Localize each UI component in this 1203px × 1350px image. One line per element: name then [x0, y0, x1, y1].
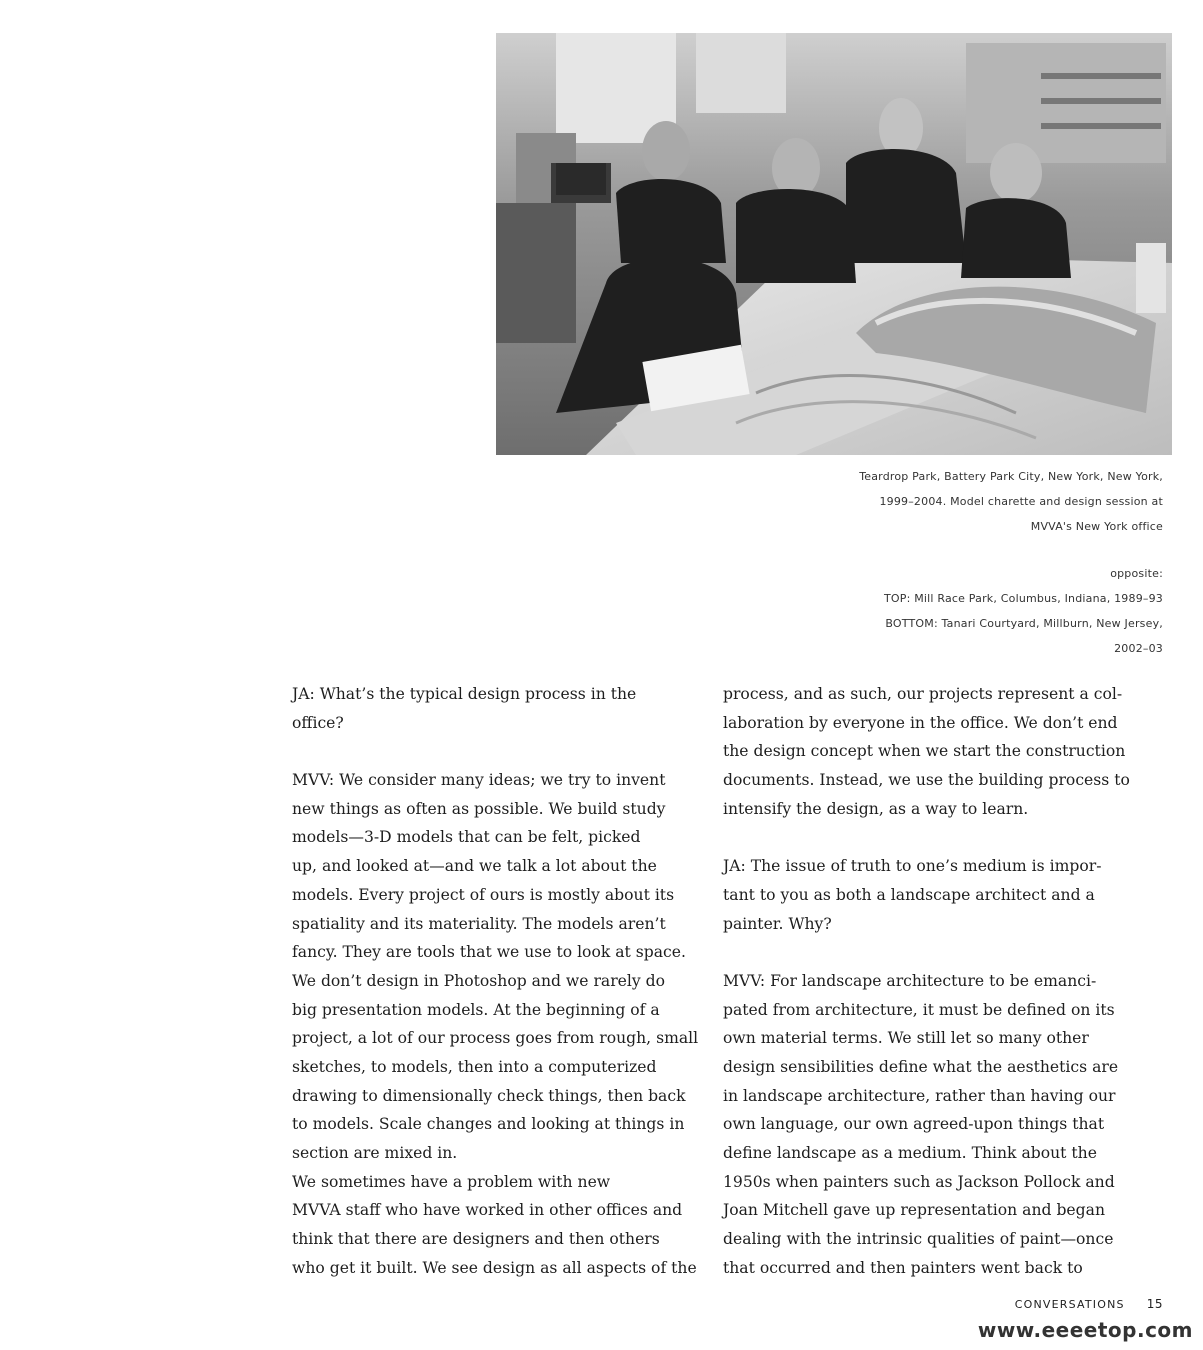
caption-line: MVVA's New York office	[1030, 520, 1163, 533]
text-line: spatiality and its materiality. The models aren’t	[292, 914, 666, 933]
text-line: section are mixed in.	[292, 1144, 458, 1162]
caption-line: 1999–2004. Model charette and design session at	[879, 495, 1163, 508]
text-line: who get it built. We see design as all aspects of the	[292, 1258, 697, 1277]
text-line: MVVA staff who have worked in other offices and	[292, 1201, 683, 1220]
text-line: tant to you as both a landscape architect and a	[723, 885, 1095, 904]
opposite-caption	[803, 561, 1163, 661]
text-line: pated from architecture, it must be defined on its	[723, 1000, 1115, 1019]
text-line: big presentation models. At the beginning of a	[292, 1000, 660, 1019]
page-number: 15	[1146, 1297, 1163, 1311]
left-text-column	[292, 680, 699, 1282]
text-line: design sensibilities define what the aesthetics are	[723, 1057, 1119, 1076]
caption-line: BOTTOM: Tanari Courtyard, Millburn, New Jersey,	[885, 617, 1163, 630]
photo-illustration	[496, 33, 1172, 455]
text-line: models—3-D models that can be felt, picked	[292, 828, 641, 847]
text-line: that occurred and then painters went back to	[723, 1258, 1083, 1277]
text-line: drawing to dimensionally check things, then back	[292, 1086, 686, 1105]
text-line: Joan Mitchell gave up representation and began	[723, 1201, 1105, 1220]
text-line: MVV: For landscape architecture to be emanci-	[723, 971, 1097, 990]
caption-line: Teardrop Park, Battery Park City, New York, New York,	[859, 470, 1163, 483]
paragraph-gap	[292, 737, 692, 766]
text-line: fancy. They are tools that we use to look at space.	[292, 943, 686, 962]
office-photo	[496, 33, 1172, 455]
text-line: intensify the design, as a way to learn.	[723, 799, 1029, 818]
text-line: laboration by everyone in the office. We don’t end	[723, 713, 1118, 732]
text-line: up, and looked at—and we talk a lot about the	[292, 857, 657, 876]
text-line: office?	[292, 713, 344, 732]
text-line: painter. Why?	[723, 914, 832, 933]
text-line: the design concept when we start the construction	[723, 742, 1126, 761]
text-line: new things as often as possible. We build study	[292, 799, 666, 818]
text-line: documents. Instead, we use the building process to	[723, 771, 1130, 790]
caption-line: 2002–03	[1114, 642, 1163, 655]
text-line: own material terms. We still let so many other	[723, 1029, 1089, 1048]
text-line: We sometimes have a problem with new	[292, 1172, 611, 1191]
watermark: www.eeeetop.com	[977, 1318, 1193, 1342]
text-line: in landscape architecture, rather than having our	[723, 1086, 1116, 1105]
page-footer	[1015, 1297, 1163, 1311]
paragraph-gap	[723, 938, 1123, 967]
text-line: We don’t design in Photoshop and we rarely do	[292, 971, 666, 990]
text-line: project, a lot of our process goes from rough, small	[292, 1029, 699, 1048]
text-line: dealing with the intrinsic qualities of paint—once	[723, 1230, 1114, 1249]
text-line: own language, our own agreed-upon things that	[723, 1115, 1105, 1134]
text-line: sketches, to models, then into a computerized	[292, 1057, 657, 1076]
text-line: process, and as such, our projects represent a col-	[723, 685, 1123, 703]
text-line: models. Every project of ours is mostly about its	[292, 885, 675, 904]
caption-line: TOP: Mill Race Park, Columbus, Indiana, 1989–93	[883, 592, 1163, 605]
text-line: define landscape as a medium. Think about the	[723, 1144, 1097, 1162]
text-line: think that there are designers and then others	[292, 1230, 660, 1249]
photo-caption	[803, 464, 1163, 539]
text-line: MVV: We consider many ideas; we try to invent	[292, 771, 666, 790]
section-title: CONVERSATIONS	[1014, 1298, 1125, 1311]
text-line: JA: What’s the typical design process in the	[292, 685, 637, 703]
text-line: JA: The issue of truth to one’s medium is impor-	[723, 857, 1102, 876]
caption-line: opposite:	[1110, 567, 1163, 580]
paragraph-gap	[723, 823, 1123, 852]
text-line: to models. Scale changes and looking at things in	[292, 1115, 685, 1134]
text-line: 1950s when painters such as Jackson Pollock and	[723, 1172, 1115, 1191]
right-text-column	[723, 680, 1130, 1282]
